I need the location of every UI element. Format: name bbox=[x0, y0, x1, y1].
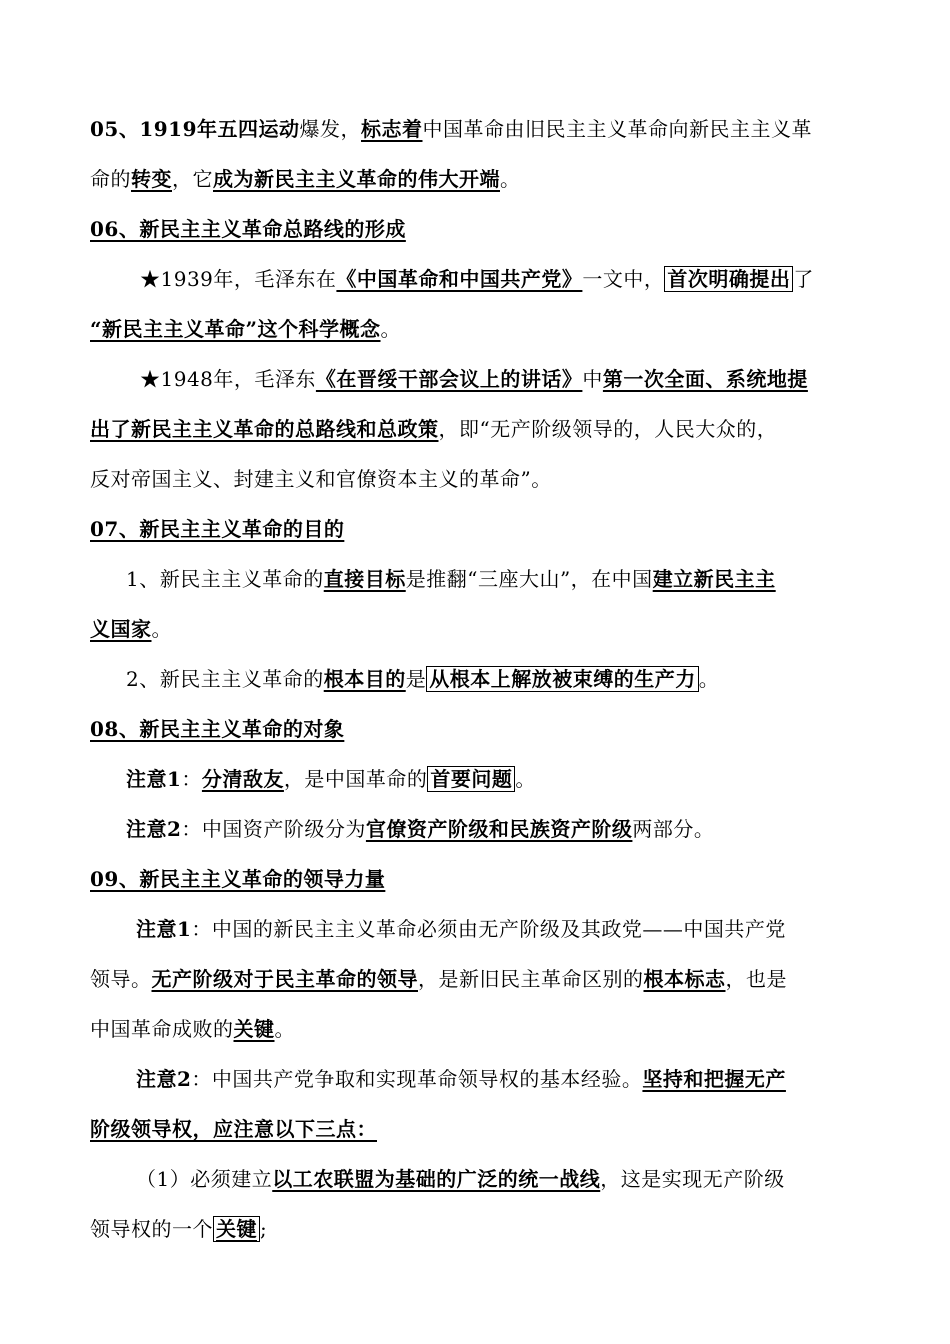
text: ，也是 bbox=[725, 967, 787, 991]
section-05-line-2 bbox=[90, 154, 862, 204]
text: 一文中， bbox=[582, 267, 665, 291]
section-06-heading bbox=[90, 204, 862, 254]
text: 两部分。 bbox=[632, 817, 715, 841]
text: ，这是实现无产阶级 bbox=[600, 1167, 785, 1191]
text: ★1939年，毛泽东在 bbox=[140, 267, 337, 291]
text: 是推翻“三座大山”，在中国 bbox=[405, 567, 653, 591]
section-06-para-1 bbox=[90, 254, 862, 304]
note-label: 注意2 bbox=[126, 817, 182, 841]
keyword-key: 关键 bbox=[233, 1017, 275, 1041]
text: 2、新民主主义革命的 bbox=[126, 667, 324, 691]
note-label: 注意2 bbox=[136, 1067, 192, 1091]
keyword-united-front: 以工农联盟为基础的广泛的统一战线 bbox=[272, 1167, 601, 1191]
text: ，是新旧民主革命区别的 bbox=[418, 967, 644, 991]
text: ：中国共产党争取和实现革命领导权的基本经验。 bbox=[191, 1067, 643, 1091]
text: ★1948年，毛泽东 bbox=[140, 367, 316, 391]
text: 。 bbox=[274, 1017, 295, 1041]
text: ： bbox=[181, 767, 202, 791]
text: 。 bbox=[151, 617, 172, 641]
boxed-keyword: 首要问题 bbox=[427, 766, 515, 792]
text: 是 bbox=[405, 667, 427, 691]
section-08-heading bbox=[90, 704, 862, 754]
keyword-uphold: 坚持和把握无产 bbox=[642, 1067, 786, 1091]
text: 命的 bbox=[90, 167, 131, 191]
keyword-leadership: 无产阶级对于民主革命的领导 bbox=[151, 967, 418, 991]
text: 中国革命由旧民主主义革命向新民主主义革 bbox=[422, 117, 812, 141]
book-title: 《中国革命和中国共产党》 bbox=[336, 267, 583, 291]
section-09-note-2 bbox=[90, 1054, 862, 1104]
note-label: 注意1 bbox=[126, 767, 182, 791]
section-07-item-1-cont bbox=[90, 604, 862, 654]
text: 。 bbox=[500, 167, 521, 191]
boxed-keyword: 从根本上解放被束缚的生产力 bbox=[426, 666, 699, 692]
section-07-item-2 bbox=[90, 654, 862, 704]
section-05-line-1 bbox=[90, 104, 862, 154]
text: （1）必须建立 bbox=[136, 1167, 273, 1191]
document-page bbox=[90, 104, 862, 1254]
text: ：中国资产阶级分为 bbox=[181, 817, 366, 841]
section-06-para-2-cont bbox=[90, 404, 862, 454]
speech-title: 《在晋绥干部会议上的讲话》 bbox=[315, 367, 583, 391]
keyword-direct-goal: 直接目标 bbox=[323, 567, 406, 591]
keyword-bourgeoisie: 官僚资产阶级和民族资产阶级 bbox=[365, 817, 633, 841]
text: 。 bbox=[380, 317, 402, 341]
text: 中国革命成败的 bbox=[90, 1017, 234, 1041]
keyword-general-line: 出了新民主主义革命的总路线和总政策 bbox=[90, 417, 439, 441]
text: 反对帝国主义、封建主义和官僚资本主义的革命”。 bbox=[90, 467, 552, 491]
text: 领导。 bbox=[90, 967, 152, 991]
section-09-point-1 bbox=[90, 1154, 862, 1204]
heading-text: 06、新民主主义革命总路线的形成 bbox=[90, 217, 406, 241]
keyword-three-points: 阶级领导权，应注意以下三点： bbox=[90, 1117, 377, 1141]
section-07-heading bbox=[90, 504, 862, 554]
keyword-state: 义国家 bbox=[90, 617, 152, 641]
section-09-heading bbox=[90, 854, 862, 904]
keyword-fundamental-goal: 根本目的 bbox=[323, 667, 406, 691]
section-09-note-1-cont2 bbox=[90, 1004, 862, 1054]
note-label: 注意1 bbox=[136, 917, 192, 941]
boxed-keyword: 关键 bbox=[213, 1216, 260, 1242]
text: 爆发， bbox=[299, 117, 361, 141]
heading-text: 07、新民主主义革命的目的 bbox=[90, 517, 345, 541]
event-text: 05、1919年五四运动 bbox=[90, 117, 300, 141]
keyword-first: 第一次全面、系统地提 bbox=[602, 367, 808, 391]
text: 中 bbox=[582, 367, 603, 391]
text: 了 bbox=[793, 267, 814, 291]
text: ，它 bbox=[172, 167, 213, 191]
keyword-build-state: 建立新民主主 bbox=[652, 567, 776, 591]
section-06-para-2-cont2 bbox=[90, 454, 862, 504]
section-08-note-1 bbox=[90, 754, 862, 804]
text: 。 bbox=[515, 767, 536, 791]
section-07-item-1 bbox=[90, 554, 862, 604]
keyword-beginning: 成为新民主主义革命的伟大开端 bbox=[213, 167, 500, 191]
section-09-note-1 bbox=[90, 904, 862, 954]
concept-text: “新民主主义革命”这个科学概念 bbox=[90, 317, 381, 341]
text: 领导权的一个 bbox=[90, 1217, 213, 1241]
heading-text: 09、新民主主义革命的领导力量 bbox=[90, 867, 386, 891]
text: ，是中国革命的 bbox=[283, 767, 428, 791]
keyword-marks: 标志着 bbox=[361, 117, 423, 141]
section-09-point-1-cont bbox=[90, 1204, 862, 1254]
text: ; bbox=[260, 1217, 268, 1241]
section-06-para-2 bbox=[90, 354, 862, 404]
section-09-note-1-cont bbox=[90, 954, 862, 1004]
keyword-fundamental-mark: 根本标志 bbox=[643, 967, 726, 991]
boxed-keyword: 首次明确提出 bbox=[664, 266, 793, 292]
section-06-para-1-cont bbox=[90, 304, 862, 354]
section-09-note-2-cont bbox=[90, 1104, 862, 1154]
text: 1、新民主主义革命的 bbox=[126, 567, 324, 591]
text: 。 bbox=[698, 667, 720, 691]
text: ，即“无产阶级领导的，人民大众的， bbox=[438, 417, 778, 441]
keyword-friend-foe: 分清敌友 bbox=[201, 767, 284, 791]
keyword-transition: 转变 bbox=[131, 167, 172, 191]
text: ：中国的新民主主义革命必须由无产阶级及其政党——中国共产党 bbox=[191, 917, 786, 941]
heading-text: 08、新民主主义革命的对象 bbox=[90, 717, 345, 741]
section-08-note-2 bbox=[90, 804, 862, 854]
